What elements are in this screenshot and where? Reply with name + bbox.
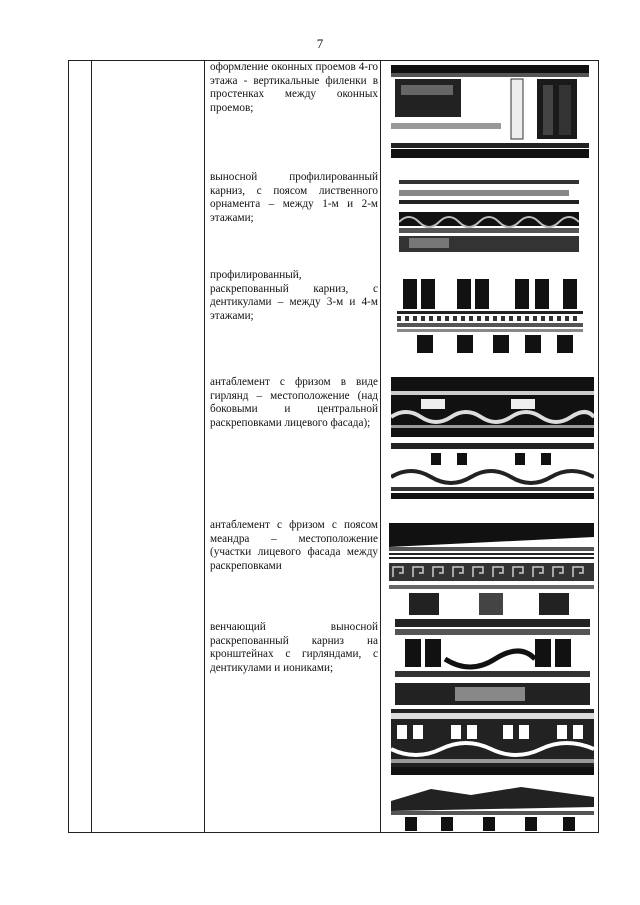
column-divider — [380, 61, 381, 832]
page-number: 7 — [316, 36, 324, 51]
column-divider — [91, 61, 92, 832]
element-description-1: оформление оконных проемов 4-го этажа - вертикальные филенки в простенках между оконных проемов; — [210, 61, 378, 114]
meander-frieze-photo — [389, 523, 594, 615]
column-divider — [204, 61, 205, 832]
crowning-cornice-photo-facade — [391, 781, 594, 831]
element-description-2: выносной профилированный карниз, с поясом лиственного орнамента – между 1-м и 2-м этажами; — [210, 171, 378, 224]
dentil-cornice-photo — [397, 273, 583, 355]
crowning-cornice-photo — [395, 619, 590, 705]
element-description-5: антаблемент с фризом с поясом меандра – местоположение (участки лицевого фасада между раскреповками — [210, 519, 378, 572]
crowning-cornice-photo-brackets — [391, 709, 594, 775]
foliage-cornice-photo — [399, 174, 579, 252]
element-description-3: профилированный, раскрепованный карниз, с дентикулами – между 3-м и 4-м этажами; — [210, 269, 378, 322]
element-description-4: антаблемент с фризом в виде гирлянд – местоположение (над боковыми и центральной раскреповками лицевого фасада); — [210, 376, 378, 429]
garland-frieze-photo-detail — [391, 443, 594, 499]
element-description-6: венчающий выносной раскрепованный карниз на кронштейнах с гирляндами, с дентикулами и иониками; — [210, 621, 378, 674]
monument-elements-table — [68, 60, 599, 833]
facade-window-photo — [391, 65, 589, 158]
garland-frieze-photo — [391, 377, 594, 437]
